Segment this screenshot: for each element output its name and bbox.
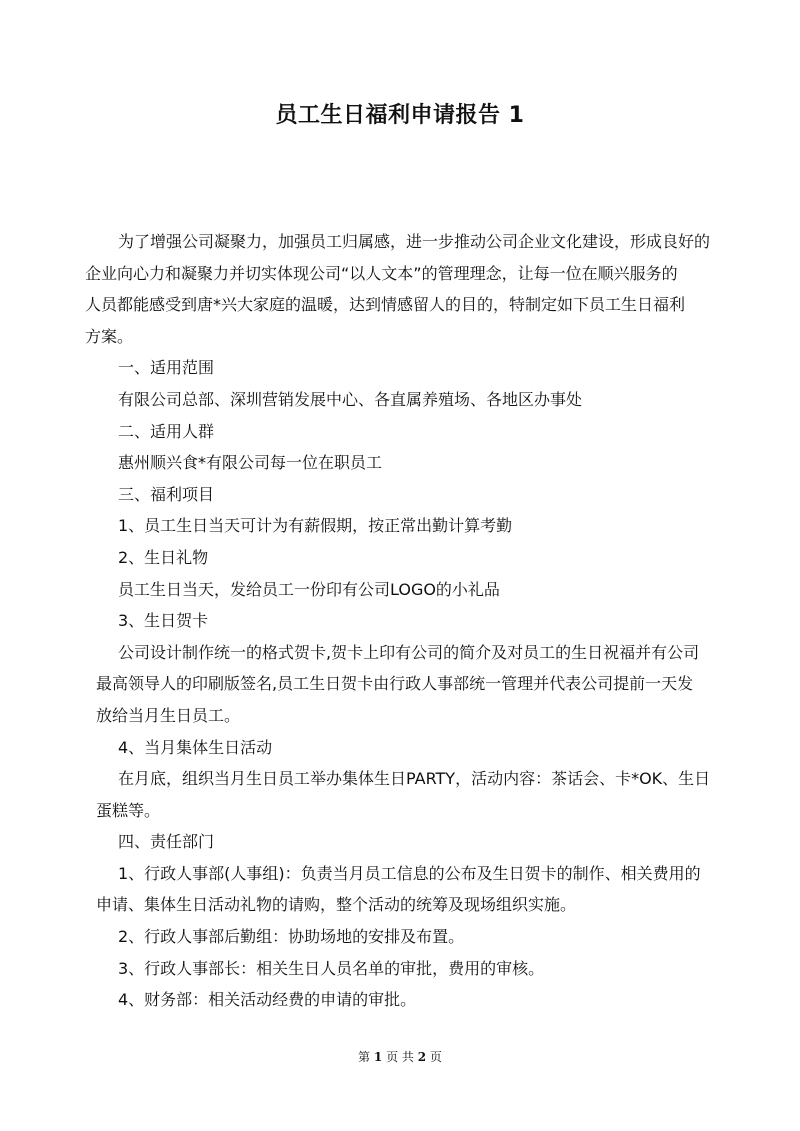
- page-suffix: 页: [429, 1050, 442, 1064]
- document-body: [85, 226, 711, 1016]
- subheading-card: 3、生日贺卡: [118, 611, 209, 631]
- body-line: 最高领导人的印刷版签名,员工生日贺卡由行政人事部统一管理并代表公司提前一天发: [96, 674, 694, 694]
- section-heading-audience: 二、适用人群: [118, 421, 215, 441]
- document-title: 员工生日福利申请报告 1: [275, 103, 525, 128]
- current-page: 1: [373, 1050, 383, 1064]
- page-mid: 页 共: [386, 1050, 414, 1064]
- page-prefix: 第: [358, 1050, 371, 1064]
- body-line: 3、行政人事部长：相关生日人员名单的审批，费用的审核。: [118, 958, 545, 978]
- body-line: 4、财务部：相关活动经费的申请的审批。: [118, 990, 417, 1010]
- body-line: 蛋糕等。: [96, 800, 161, 820]
- subheading-gift: 2、生日礼物: [118, 547, 209, 567]
- body-line: 在月底，组织当月生日员工举办集体生日PARTY，活动内容：茶话会、卡*OK、生日: [118, 769, 711, 789]
- total-pages: 2: [417, 1050, 427, 1064]
- subheading-party: 4、当月集体生日活动: [118, 737, 273, 757]
- body-line: 1、行政人事部(人事组)：负责当月员工信息的公布及生日贺卡的制作、相关费用的: [118, 863, 701, 883]
- body-line: 为了增强公司凝聚力，加强员工归属感，进一步推动公司企业文化建设，形成良好的: [118, 232, 711, 251]
- body-line: 惠州顺兴食*有限公司每一位在职员工: [118, 453, 383, 473]
- body-line: 企业向心力和凝聚力并切实体现公司“以人文本”的管理理念，让每一位在顺兴服务的: [85, 263, 678, 283]
- body-line: 公司设计制作统一的格式贺卡,贺卡上印有公司的简介及对员工的生日祝福并有公司: [118, 642, 700, 662]
- body-line: 1、员工生日当天可计为有薪假期，按正常出勤计算考勤: [118, 516, 513, 536]
- body-line: 2、行政人事部后勤组：协助场地的安排及布置。: [118, 927, 465, 947]
- body-line: 人员都能感受到唐*兴大家庭的温暖，达到情感留人的目的，特制定如下员工生日福利: [85, 295, 686, 315]
- section-heading-responsibility: 四、责任部门: [118, 832, 215, 852]
- body-line: 申请、集体生日活动礼物的请购，整个活动的统筹及现场组织实施。: [96, 895, 577, 915]
- body-line: 员工生日当天，发给员工一份印有公司LOGO的小礼品: [118, 579, 500, 599]
- page-number: [0, 1048, 800, 1066]
- body-line: 有限公司总部、深圳营销发展中心、各直属养殖场、各地区办事处: [118, 389, 583, 409]
- section-heading-scope: 一、适用范围: [118, 358, 215, 378]
- section-heading-benefits: 三、福利项目: [118, 484, 215, 504]
- body-line: 放给当月生日员工。: [96, 705, 241, 725]
- body-line: 方案。: [85, 326, 134, 346]
